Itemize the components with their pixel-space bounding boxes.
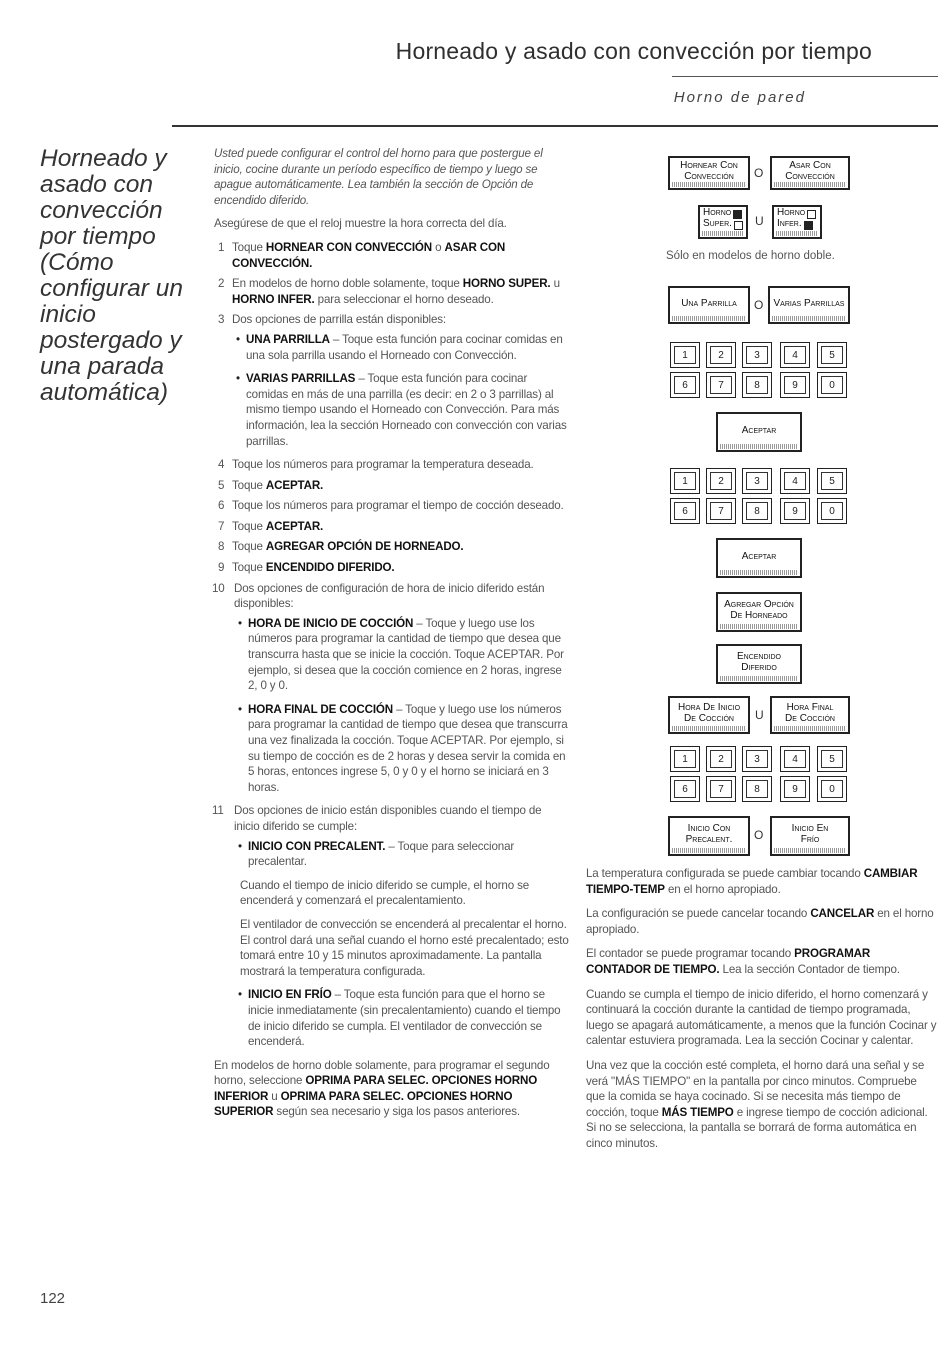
option-cold-start: • INICIO EN FRÍO – Toque esta función para que el horno se inicie inmediatamente (sin precalentamiento) cuando el tiempo de inicio diferido se cumpla. El ventilador de convección se encenderá. [234,987,570,1049]
multi-rack-key[interactable]: Varias Parrillas [768,286,850,324]
upper-oven-indicator-icon [733,210,742,219]
number-key-0[interactable]: 0 [817,498,847,524]
cold-start-key[interactable]: Inicio En Frío [770,816,850,856]
convection-fan-note: El ventilador de convección se encenderá al precalentar el horno. El control dará una señal cuando el horno esté precalentado; esto tomará entre 10 y 15 minutos aproximadamente. La pantalla mostrará la temperatura configurada. [240,917,569,978]
number-key-9[interactable]: 9 [780,372,810,398]
or-label: O [754,828,764,842]
number-key-3[interactable]: 3 [742,342,772,368]
step-8: 8 Toque AGREGAR OPCIÓN DE HORNEADO. [218,540,464,554]
number-key-5[interactable]: 5 [817,468,847,494]
number-key-2[interactable]: 2 [706,468,736,494]
number-key-7[interactable]: 7 [706,372,736,398]
delay-complete-note: Cuando se cumpla el tiempo de inicio diferido, el horno comenzará y continuará la cocción durante la cantidad de tiempo programada, luego se apagará automáticamente, a menos que la función Cocinar y calentar estuviera programada. Lea la sección Cocinar y calentar. [586,987,937,1048]
option-one-rack: • UNA PARRILLA – Toque esta función para cocinar comidas en una sola parrilla usando el Horneado con Convección. [232,332,570,363]
change-temp-note: La temperatura configurada se puede cambiar tocando CAMBIAR TIEMPO-TEMP en el horno apropiado. [586,867,918,896]
number-key-8[interactable]: 8 [742,372,772,398]
number-key-8[interactable]: 8 [742,776,772,802]
main-instructions [214,146,570,1128]
step-6: 6 Toque los números para programar el tiempo de cocción deseado. [218,499,564,513]
number-key-6[interactable]: 6 [670,372,700,398]
number-key-8[interactable]: 8 [742,498,772,524]
lower-oven-indicator-icon [804,221,813,230]
accept-key[interactable]: Aceptar [716,538,802,578]
number-key-1[interactable]: 1 [670,342,700,368]
timer-note: El contador se puede programar tocando PROGRAMAR CONTADOR DE TIEMPO. Lea la sección Contador de tiempo. [586,947,900,976]
more-time-note: Una vez que la cocción esté completa, el horno dará una señal y se verá "MÁS TIEMPO" en la pantalla por cinco minutos. Compruebe que la comida se haya cocinado. Si se necesita más tiempo de cocción, toque MÁS TIEMPO e ingrese tiempo de cocción adicional. Si no se selecciona, la pantalla se borrará de forma automática en cinco minutos. [586,1058,928,1150]
number-key-7[interactable]: 7 [706,776,736,802]
option-preheat-start: • INICIO CON PRECALENT. – Toque para seleccionar precalentar. [234,839,570,870]
cook-end-time-key[interactable]: Hora Final De Cocción [770,696,850,734]
one-rack-key[interactable]: Una Parrilla [668,286,750,324]
number-key-7[interactable]: 7 [706,498,736,524]
number-key-0[interactable]: 0 [817,372,847,398]
add-bake-option-key[interactable]: Agregar Opción De Horneado [716,592,802,632]
intro-paragraph: Usted puede configurar el control del horno para que postergue el inicio, cocine durante un período específico de tiempo y luego se apague automáticamente. Lea también la sección de Opción de encendido diferido. [214,147,543,207]
number-key-3[interactable]: 3 [742,746,772,772]
preheat-start-key[interactable]: Inicio Con Precalent. [668,816,750,856]
or-label: O [754,166,764,180]
header-divider-short [672,76,938,77]
cook-start-time-key[interactable]: Hora De Inicio De Cocción [668,696,750,734]
number-key-2[interactable]: 2 [706,746,736,772]
number-key-5[interactable]: 5 [817,342,847,368]
upper-oven-key[interactable]: Horno Super. [698,205,748,239]
option-cook-start-time: • HORA DE INICIO DE COCCIÓN – Toque y luego use los números para programar la cantidad de tiempo que desea que transcurra hasta que se inicie la cocción. Toque ACEPTAR. Por ejemplo, si desea que la cocción comience en 2 horas, ingrese 2, 0 y 0. [234,616,570,694]
clock-note: Asegúrese de que el reloj muestre la hora correcta del día. [214,217,507,231]
step-2: 2 En modelos de horno doble solamente, toque HORNO SUPER. u HORNO INFER. para seleccionar el horno deseado. [218,277,560,306]
double-oven-note: En modelos de horno doble solamente, para programar el segundo horno, seleccione OPRIMA PARA SELEC. OPCIONES HORNO INFERIOR u OPRIMA PARA SELEC. OPCIONES HORNO SUPERIOR según sea necesario y siga los pasos anteriores. [214,1058,550,1119]
delay-start-key[interactable]: Encendido Diferido [716,644,802,684]
number-key-2[interactable]: 2 [706,342,736,368]
upper-oven-outline-icon [807,210,816,219]
page-number: 122 [40,1290,66,1307]
cancel-note: La configuración se puede cancelar tocando CANCELAR en el horno apropiado. [586,907,934,936]
preheat-start-note: Cuando el tiempo de inicio diferido se cumple, el horno se encenderá y comenzará el precalentamiento. [240,878,530,908]
step-1: 1 Toque HORNEAR CON CONVECCIÓN o ASAR CON CONVECCIÓN. [218,240,506,270]
number-key-1[interactable]: 1 [670,468,700,494]
steps-list [214,240,570,1050]
step-10: 10 Dos opciones de configuración de hora de inicio diferido están disponibles: • HORA DE INICIO DE COCCIÓN – Toque y luego use los números para programar la cantidad de tiempo que desea que transcurra hasta que se inicie la cocción. Toque ACEPTAR. Por ejemplo, si desea que la cocción comience en 2 horas, ingrese 2, 0 y 0. • HORA FINAL DE COCCIÓN – Toque y luego use los números para programar la cantidad de tiempo que desea que transcurra una vez finalizada la cocción. Toque ACEPTAR. Por ejemplo, si su tiempo de cocción es de 2 horas y desea servir la comida en 5 horas, entonces ingrese 5, 0 y 0 y el horno se iniciará en 3 horas. [214,581,570,796]
lower-oven-outline-icon [734,221,743,230]
right-column-notes [586,866,938,1161]
or-label: U [755,214,764,228]
number-key-9[interactable]: 9 [780,776,810,802]
step-7: 7 Toque ACEPTAR. [218,519,324,533]
double-oven-caption: Sólo en modelos de horno doble. [666,250,835,262]
step-4: 4 Toque los números para programar la temperatura deseada. [218,458,534,472]
page-header-subtitle: Horno de pared [673,89,806,106]
option-cook-end-time: • HORA FINAL DE COCCIÓN – Toque y luego use los números para programar la cantidad de tiempo que desea que transcurra una vez finalizada la cocción. Toque ACEPTAR. Por ejemplo, si su tiempo de cocción es de 2 horas y desea servir la comida en 5 horas, entonces ingrese 5, 0 y 0 y el horno se iniciará en 3 horas. [234,702,570,796]
number-key-4[interactable]: 4 [780,746,810,772]
accept-key[interactable]: Aceptar [716,412,802,452]
or-label: O [754,298,764,312]
number-key-4[interactable]: 4 [780,468,810,494]
step-11: 11 Dos opciones de inicio están disponibles cuando el tiempo de inicio diferido se cumple: • INICIO CON PRECALENT. – Toque para seleccionar precalentar. Cuando el tiempo de inicio diferido se cumple, el horno se encenderá y comenzará el precalentamiento. El ventilador de convección se encenderá al precalentar el horno. El control dará una señal cuando el horno esté precalentado; esto tomará entre 10 y 15 minutos aproximadamente. La pantalla mostrará la temperatura configurada. • INICIO EN FRÍO – Toque esta función para que el horno se inicie inmediatamente (sin precalentamiento) cuando el tiempo de inicio diferido se cumpla. El ventilador de convección se encenderá. [214,803,570,1049]
convection-bake-key[interactable]: Hornear Con Convección [668,156,750,190]
number-key-4[interactable]: 4 [780,342,810,368]
number-key-9[interactable]: 9 [780,498,810,524]
page-header-title: Horneado y asado con convección por tiempo [395,38,872,64]
or-label: U [755,708,764,722]
number-key-0[interactable]: 0 [817,776,847,802]
step-5: 5 Toque ACEPTAR. [218,478,324,492]
step-9: 9 Toque ENCENDIDO DIFERIDO. [218,561,395,575]
header-divider-long [172,125,938,127]
option-multi-rack: • VARIAS PARRILLAS – Toque esta función para cocinar comidas en más de una parrilla (es decir: en 2 o 3 parrillas) al mismo tiempo usando el Horneado con Convección. Para más información, lea la sección Horneado con convección con varias parrillas. [232,371,570,449]
number-key-6[interactable]: 6 [670,498,700,524]
convection-roast-key[interactable]: Asar Con Convección [770,156,850,190]
section-title: Horneado y asado con convección por tiempo (Cómo configurar un inicio postergado y una parada automática) [40,145,184,406]
lower-oven-key[interactable]: Horno Infer. [772,205,822,239]
number-key-6[interactable]: 6 [670,776,700,802]
number-key-3[interactable]: 3 [742,468,772,494]
step-3: 3 Dos opciones de parrilla están disponibles: • UNA PARRILLA – Toque esta función para cocinar comidas en una sola parrilla usando el Horneado con Convección. • VARIAS PARRILLAS – Toque esta función para cocinar comidas en más de una parrilla (es decir: en 2 o 3 parrillas) al mismo tiempo usando el Horneado con Convección. Para más información, lea la sección Horneado con convección con varias parrillas. [214,312,570,449]
number-key-1[interactable]: 1 [670,746,700,772]
number-key-5[interactable]: 5 [817,746,847,772]
